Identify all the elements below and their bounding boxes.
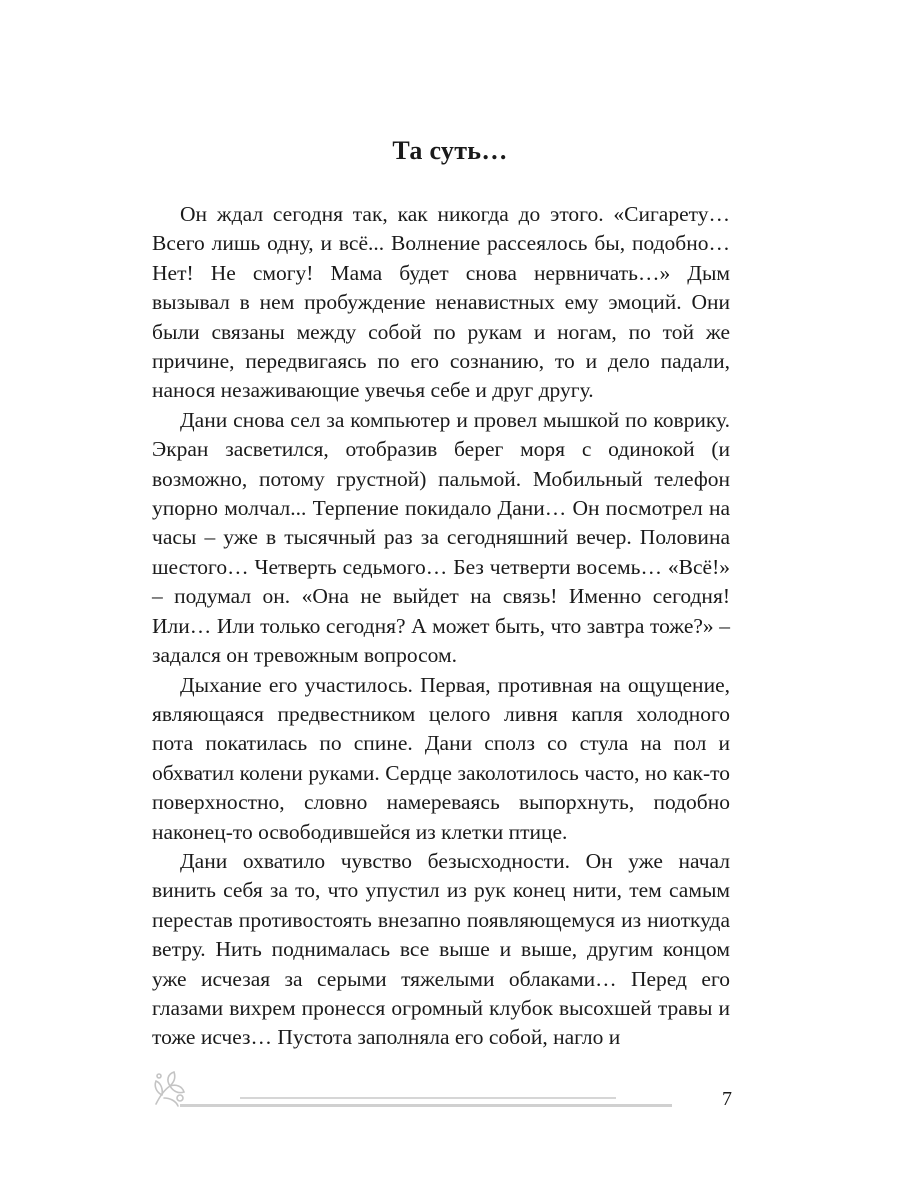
- chapter-title: Та суть…: [392, 136, 508, 165]
- paragraph: Дани снова сел за компьютер и провел мышкой по коврику. Экран засветился, отобразив берег моря с одинокой (и возможно, потому грустной) пальмой. Мобильный телефон упорно молчал... Терпение покидало Дани… Он посмотрел на часы – уже в тысячный раз за сегодняшний вечер. Половина шестого… Четверть седьмого… Без четверти восемь… «Всё!» – подумал он. «Она не выйдет на связь! Именно сегодня! Или… Или только сегодня? А может быть, что завтра тоже?» – задался он тревожным вопросом.: [152, 407, 730, 668]
- paragraph: Дыхание его участилось. Первая, противная на ощущение, являющаяся предвестником целого ливня капля холодного пота покатилась по спине. Дани сполз со стула на пол и обхватил колени руками. Сердце заколотилось часто, но как-то поверхностно, словно намереваясь выпорхнуть, подобно наконец-то освободившейся из клетки птице.: [152, 672, 730, 844]
- chapter-body: [152, 200, 730, 1053]
- footer-rule: [180, 1104, 672, 1107]
- footer-rule-inner: [240, 1097, 616, 1099]
- floral-ornament-icon: [150, 1068, 192, 1108]
- paragraph: Дани охватило чувство безысходности. Он уже начал винить себя за то, что упустил из рук конец нити, тем самым перестав противостоять внезапно появляющемуся из ниоткуда ветру. Нить поднималась все выше и выше, другим концом уже исчезая за серыми тяжелыми облаками… Перед его глазами вихрем пронесся огромный клубок высохшей травы и тоже исчез… Пустота заполняла его собой, нагло и: [152, 848, 730, 1050]
- paragraph: Он ждал сегодня так, как никогда до этого. «Сигарету… Всего лишь одну, и всё... Волнение рассеялось бы, подобно… Нет! Не смогу! Мама будет снова нервничать…» Дым вызывал в нем пробуждение ненавистных ему эмоций. Они были связаны между собой по рукам и ногам, по той же причине, передвигаясь по его сознанию, то и дело падали, нанося незаживающие увечья себе и друг другу.: [152, 202, 730, 403]
- page-number: 7: [722, 1088, 732, 1110]
